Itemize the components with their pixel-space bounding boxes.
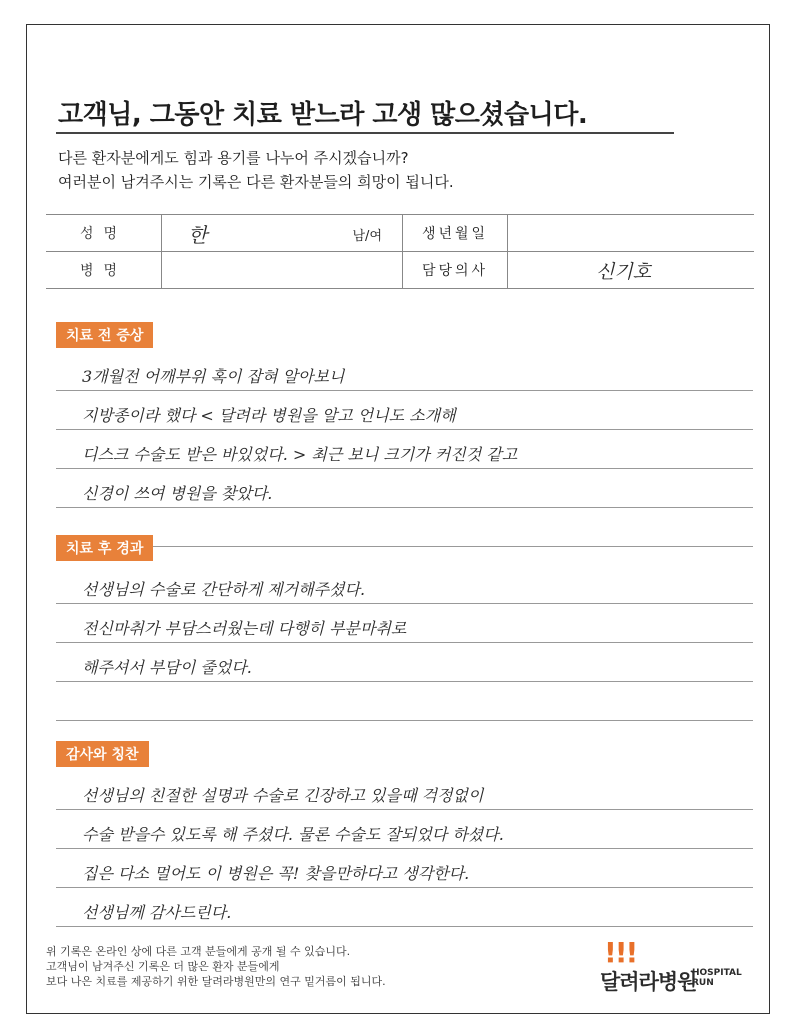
birth-label: 생년월일 xyxy=(403,215,508,252)
logo-sub-1: HOSPITAL xyxy=(692,968,742,978)
disease-value xyxy=(162,252,403,289)
page-title: 고객님, 그동안 치료 받느라 고생 많으셨습니다. xyxy=(58,100,588,130)
thanks-line-text: 수술 받을수 있도록 해 주셨다. 물론 수술도 잘되었다 하셨다. xyxy=(82,825,504,844)
before-line xyxy=(56,469,753,508)
logo-name: 달려라병원 xyxy=(600,970,697,994)
before-line-text: 신경이 쓰여 병원을 찾았다. xyxy=(82,484,273,503)
after-line-text: 선생님의 수술로 간단하게 제거해주셨다. xyxy=(82,580,366,599)
logo-sub-2: RUN xyxy=(692,978,714,988)
section-before-lines xyxy=(56,352,753,547)
info-row-1 xyxy=(46,215,754,252)
thanks-line-text: 선생님의 친절한 설명과 수술로 긴장하고 있을때 걱정없이 xyxy=(82,786,484,805)
birth-value xyxy=(508,215,755,252)
section-before xyxy=(56,322,753,547)
section-thanks-lines xyxy=(56,771,753,927)
before-line xyxy=(56,430,753,469)
doctor-label: 담당의사 xyxy=(403,252,508,289)
thanks-line xyxy=(56,849,753,888)
after-line-text: 전신마취가 부담스러웠는데 다행히 부분마취로 xyxy=(82,619,407,638)
disease-label: 병명 xyxy=(46,252,162,289)
footer-notice xyxy=(46,944,386,989)
after-line xyxy=(56,565,753,604)
title-underline xyxy=(56,132,674,134)
section-after-lines xyxy=(56,565,753,721)
gender-label: 남/여 xyxy=(352,229,382,244)
intro-line-2: 여러분이 남겨주시는 기록은 다른 환자분들의 희망이 됩니다. xyxy=(58,173,454,191)
after-line xyxy=(56,682,753,721)
section-after-label: 치료 후 경과 xyxy=(56,535,153,561)
before-line xyxy=(56,391,753,430)
section-after xyxy=(56,535,753,721)
before-line xyxy=(56,352,753,391)
doctor-cell xyxy=(508,252,755,289)
hospital-logo xyxy=(600,936,760,996)
thanks-line-text: 집은 다소 멀어도 이 병원은 꼭! 찾을만하다고 생각한다. xyxy=(82,864,470,883)
name-cell xyxy=(162,215,403,252)
after-line-text: 해주셔서 부담이 줄었다. xyxy=(82,658,252,677)
thanks-line xyxy=(56,771,753,810)
doctor-value: 신기호 xyxy=(596,261,652,283)
section-thanks xyxy=(56,741,753,927)
logo-subtitle xyxy=(692,968,742,988)
name-label: 성명 xyxy=(46,215,162,252)
patient-info-table xyxy=(46,214,754,289)
exclamation-logo-icon: !!! xyxy=(604,936,637,969)
intro-line-1: 다른 환자분에게도 힘과 용기를 나누어 주시겠습니까? xyxy=(58,149,409,167)
footer-line-1: 위 기록은 온라인 상에 다른 고객 분들에게 공개 될 수 있습니다. xyxy=(46,945,351,958)
footer-line-3: 보다 나은 치료를 제공하기 위한 달려라병원만의 연구 밑거름이 됩니다. xyxy=(46,975,386,988)
thanks-line-text: 선생님께 감사드린다. xyxy=(82,903,232,922)
after-line xyxy=(56,604,753,643)
thanks-line xyxy=(56,810,753,849)
after-line xyxy=(56,643,753,682)
before-line-text: 디스크 수술도 받은 바있었다. > 최근 보니 크기가 커진것 같고 xyxy=(82,445,518,464)
thanks-line xyxy=(56,888,753,927)
before-line-text: 3개월전 어깨부위 혹이 잡혀 알아보니 xyxy=(82,367,345,386)
info-row-2 xyxy=(46,252,754,289)
before-line-text: 지방종이라 했다 < 달려라 병원을 알고 언니도 소개해 xyxy=(82,406,456,425)
name-value: 한 xyxy=(188,223,208,247)
section-thanks-label: 감사와 칭찬 xyxy=(56,741,149,767)
section-before-label: 치료 전 증상 xyxy=(56,322,153,348)
footer-line-2: 고객님이 남겨주신 기록은 더 많은 환자 분들에게 xyxy=(46,960,280,973)
